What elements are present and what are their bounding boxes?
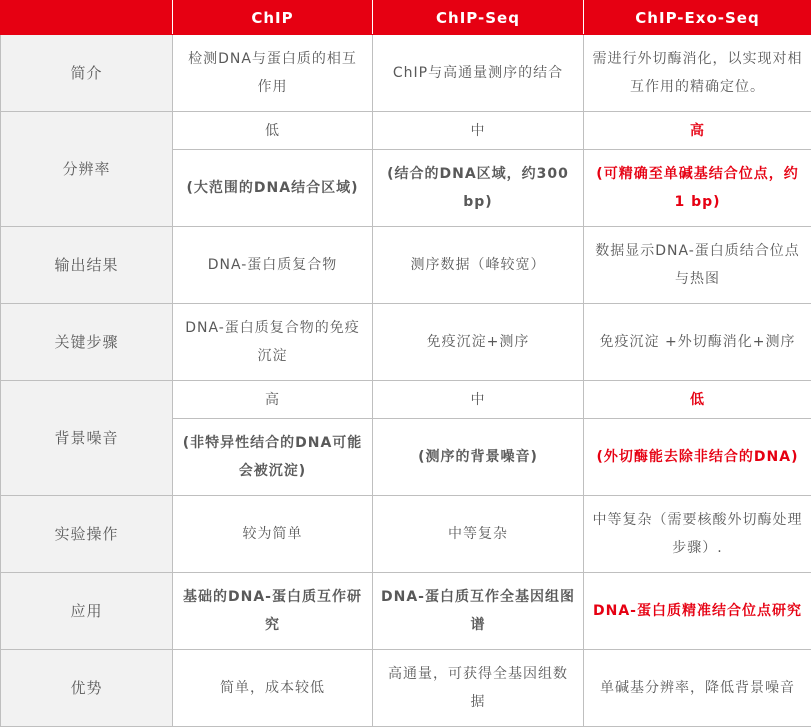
cell-intro-chip-exo-seq: 需进行外切酶消化，以实现对相互作用的精确定位。 [584,35,811,112]
cell-noise-chip-seq-note: (测序的背景噪音) [373,419,584,496]
cell-noise-chip-exo-seq-level: 低 [584,381,811,419]
row-label-application: 应用 [1,573,173,650]
row-label-noise: 背景噪音 [1,381,173,496]
cell-operation-chip-exo-seq: 中等复杂（需要核酸外切酶处理步骤）. [584,496,811,573]
table-row-advantage [1,650,811,727]
cell-noise-chip-note: (非特异性结合的DNA可能会被沉淀) [173,419,373,496]
cell-output-chip: DNA-蛋白质复合物 [173,227,373,304]
cell-output-chip-exo-seq: 数据显示DNA-蛋白质结合位点与热图 [584,227,811,304]
cell-application-chip-seq: DNA-蛋白质互作全基因组图谱 [373,573,584,650]
row-label-advantage: 优势 [1,650,173,727]
row-label-steps: 关键步骤 [1,304,173,381]
cell-steps-chip-seq: 免疫沉淀+测序 [373,304,584,381]
cell-operation-chip-seq: 中等复杂 [373,496,584,573]
cell-noise-chip-level: 高 [173,381,373,419]
cell-resolution-chip-exo-seq-note: (可精确至单碱基结合位点，约1 bp) [584,150,811,227]
table-row-operation [1,496,811,573]
cell-advantage-chip-exo-seq: 单碱基分辨率，降低背景噪音 [584,650,811,727]
cell-operation-chip: 较为简单 [173,496,373,573]
header-empty [1,1,173,35]
cell-application-chip: 基础的DNA-蛋白质互作研究 [173,573,373,650]
table-row-output [1,227,811,304]
header-chip-exo-seq: ChIP-Exo-Seq [584,1,811,35]
header-row [1,1,811,35]
cell-noise-chip-seq-level: 中 [373,381,584,419]
row-label-resolution: 分辨率 [1,112,173,227]
cell-intro-chip: 检测DNA与蛋白质的相互作用 [173,35,373,112]
cell-resolution-chip-level: 低 [173,112,373,150]
cell-intro-chip-seq: ChIP与高通量测序的结合 [373,35,584,112]
table-row-steps [1,304,811,381]
cell-advantage-chip: 简单，成本较低 [173,650,373,727]
cell-steps-chip: DNA-蛋白质复合物的免疫沉淀 [173,304,373,381]
row-label-operation: 实验操作 [1,496,173,573]
header-chip-seq: ChIP-Seq [373,1,584,35]
cell-resolution-chip-exo-seq-level: 高 [584,112,811,150]
cell-application-chip-exo-seq: DNA-蛋白质精准结合位点研究 [584,573,811,650]
cell-advantage-chip-seq: 高通量，可获得全基因组数据 [373,650,584,727]
cell-noise-chip-exo-seq-note: (外切酶能去除非结合的DNA) [584,419,811,496]
cell-resolution-chip-seq-note: (结合的DNA区域，约300 bp) [373,150,584,227]
cell-resolution-chip-note: (大范围的DNA结合区域) [173,150,373,227]
header-chip: ChIP [173,1,373,35]
row-label-intro: 简介 [1,35,173,112]
table-row-intro [1,35,811,112]
row-label-output: 输出结果 [1,227,173,304]
cell-resolution-chip-seq-level: 中 [373,112,584,150]
cell-steps-chip-exo-seq: 免疫沉淀 +外切酶消化+测序 [584,304,811,381]
table-row-application [1,573,811,650]
cell-output-chip-seq: 测序数据（峰较宽） [373,227,584,304]
table-row-noise-level [1,381,811,419]
table-row-resolution-level [1,112,811,150]
